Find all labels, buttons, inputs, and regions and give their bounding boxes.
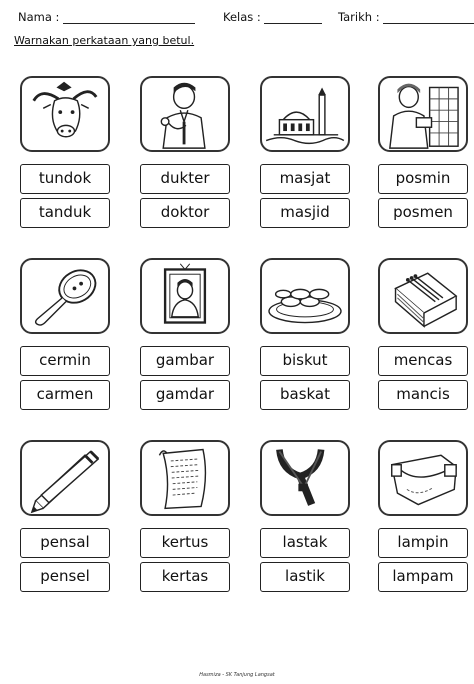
slingshot-icon — [260, 440, 350, 516]
word-option-1[interactable]: pensal — [20, 528, 110, 558]
doctor-icon — [140, 76, 230, 152]
postman-icon — [378, 76, 468, 152]
word-option-2[interactable]: lastik — [260, 562, 350, 592]
word-option-1[interactable]: tundok — [20, 164, 110, 194]
buffalo-icon — [20, 76, 110, 152]
word-option-1[interactable]: posmin — [378, 164, 468, 194]
pencil-icon — [20, 440, 110, 516]
nama-label: Nama : — [18, 10, 60, 24]
word-option-2[interactable]: kertas — [140, 562, 230, 592]
framed-photo-icon — [140, 258, 230, 334]
tarikh-label: Tarikh : — [338, 10, 380, 24]
hand-mirror-icon — [20, 258, 110, 334]
mosque-icon — [260, 76, 350, 152]
word-option-1[interactable]: biskut — [260, 346, 350, 376]
word-option-1[interactable]: kertus — [140, 528, 230, 558]
word-option-1[interactable]: gambar — [140, 346, 230, 376]
word-option-2[interactable]: carmen — [20, 380, 110, 410]
instruction-text: Warnakan perkataan yang betul. — [14, 34, 195, 47]
word-option-2[interactable]: lampam — [378, 562, 468, 592]
word-option-2[interactable]: doktor — [140, 198, 230, 228]
word-option-2[interactable]: posmen — [378, 198, 468, 228]
word-option-1[interactable]: cermin — [20, 346, 110, 376]
word-option-1[interactable]: lampin — [378, 528, 468, 558]
kelas-label: Kelas : — [223, 10, 261, 24]
word-option-1[interactable]: masjat — [260, 164, 350, 194]
paper-icon — [140, 440, 230, 516]
word-option-2[interactable]: masjid — [260, 198, 350, 228]
word-option-2[interactable]: mancis — [378, 380, 468, 410]
word-option-2[interactable]: tanduk — [20, 198, 110, 228]
word-option-2[interactable]: gamdar — [140, 380, 230, 410]
word-option-1[interactable]: mencas — [378, 346, 468, 376]
diaper-icon — [378, 440, 468, 516]
word-option-2[interactable]: pensel — [20, 562, 110, 592]
word-option-1[interactable]: lastak — [260, 528, 350, 558]
matchbox-icon — [378, 258, 468, 334]
biscuit-plate-icon — [260, 258, 350, 334]
word-option-1[interactable]: dukter — [140, 164, 230, 194]
footer-credit: Hasmiza - SK Tanjung Langsat — [199, 672, 275, 678]
word-option-2[interactable]: baskat — [260, 380, 350, 410]
